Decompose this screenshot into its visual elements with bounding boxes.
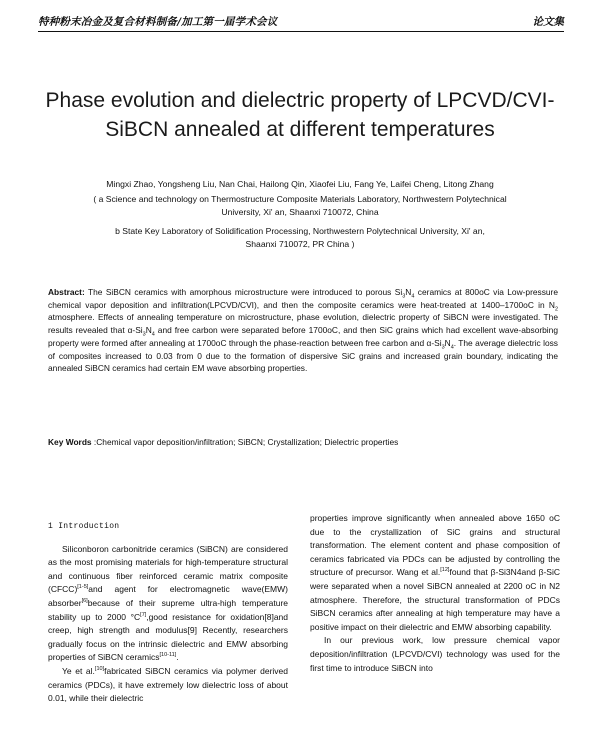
intro-p1-text-b: and agent for electromagnetic wave(EMW) absorber — [48, 584, 288, 608]
author-list: Mingxi Zhao, Yongsheng Liu, Nan Chai, Hailong Qin, Xiaofei Liu, Fang Ye, Laifei Cheng, Litong Zhang — [106, 179, 494, 189]
header-rule — [38, 31, 564, 32]
citation-ref[interactable]: [6] — [81, 598, 88, 605]
right-paragraph-1 — [310, 512, 560, 634]
right-p1-text-b: found that β-Si3N4and β-SiC were separated when a novel SiBCN annealed at 2200 oC in N2 atmosphere. Therefore, the structural transformation of PDCs SiBCN ceramics after annealing at high temperature may have a positive impact on their dielectric and EMW absorbing capability. — [310, 567, 560, 632]
right-p1-text-a: properties improve significantly when annealed above 1650 oC due to the crystallization of SiC grains and structural transformation. The element content and phase composition of ceramics fabricated via PDCs can be adjusted by controlling the structure of precursor. Wang et al. — [310, 513, 560, 578]
header-proceedings-label: 论文集 — [532, 16, 564, 28]
keywords-text: :Chemical vapor deposition/infiltration; SiBCN; Crystallization; Dielectric properties — [91, 437, 399, 447]
keywords-label: Key Words — [48, 437, 92, 447]
abstract-text-4b: N — [444, 337, 451, 348]
abstract-subscript: 3 — [441, 344, 445, 351]
abstract — [48, 286, 558, 375]
citation-ref[interactable]: [10-11] — [159, 652, 177, 659]
citation-ref[interactable]: [12] — [440, 567, 450, 574]
intro-p1-text-e: . — [176, 652, 179, 663]
intro-p1-text-a: Siliconboron carbonitride ceramics (SiBCN) are considered as the most promising materials for high-temperature structural and continuous fiber reinforced ceramic matrix composite (CFCC) — [48, 543, 288, 595]
citation-ref[interactable]: [1-5] — [77, 584, 89, 591]
header-conference-name: 特种粉末冶金及复合材料制备/加工第一届学术会议 — [38, 16, 278, 28]
intro-p2-text-a: Ye et al. — [62, 665, 95, 676]
intro-p2-text-b: fabricated SiBCN ceramics via polymer derived ceramics (PDCs), it have extremely low dielectric loss of about 0.01, while their dielectric — [48, 665, 289, 704]
intro-paragraph-1 — [48, 543, 288, 665]
abstract-subscript: 3 — [142, 331, 146, 338]
abstract-subscript: 2 — [554, 306, 558, 313]
title-line-1: Phase evolution and dielectric property of LPCVD/CVI- — [45, 89, 555, 112]
abstract-text-1b: N — [405, 287, 412, 297]
abstract-text-2: ceramics at 800oC via Low-pressure chemical vapor deposition and infiltration(LPCVD/CVI), and then the composite ceramics were heat-treated at 1400–1700oC in N — [48, 287, 559, 310]
running-header — [38, 12, 564, 32]
affiliation-a — [50, 193, 550, 218]
body-column-left — [48, 520, 288, 706]
abstract-label: Abstract: — [48, 287, 85, 297]
affiliation-a-line-2: University, Xi' an, Shaanxi 710072, China — [221, 206, 379, 217]
paper-title — [30, 86, 570, 144]
affiliation-b-line-1: b State Key Laboratory of Solidification Processing, Northwestern Polytechnical University, Xi' an, — [115, 226, 485, 236]
affiliation-b-line-2: Shaanxi 710072, PR China ) — [245, 238, 355, 249]
abstract-subscript: 4 — [411, 293, 415, 300]
abstract-text-5: . The average dielectric loss of composites increased to 0.03 from 0 due to the formation of dispersive SiC grains and increased grain boundary, indicating the annealed SiBCN ceramics had certain EM wave absorbing properties. — [48, 337, 558, 374]
abstract-text-3: atmosphere. Effects of annealing temperature on microstructure, phase evolution, dielectric property of SiBCN were investigated. The results revealed that α-Si — [48, 312, 558, 336]
abstract-text-4: and free carbon were separated before 1700oC, and then SiC grains which had excellent wave-absorbing property were formed after annealing at 1700oC through the phase-reaction between free carbon and α-Si — [48, 325, 558, 348]
abstract-text-3b: N — [145, 325, 152, 336]
citation-ref[interactable]: [10] — [94, 666, 105, 673]
abstract-subscript: 4 — [450, 344, 454, 351]
body-column-right — [310, 512, 560, 675]
keywords — [48, 436, 558, 448]
abstract-text-1: The SiBCN ceramics with amorphous microstructure were introduced to porous Si — [84, 287, 403, 297]
abstract-subscript: 3 — [402, 293, 406, 300]
intro-paragraph-2 — [48, 665, 288, 706]
affiliation-a-line-1: ( a Science and technology on Thermostructure Composite Materials Laboratory, Northwestern Polytechnical — [93, 194, 507, 204]
affiliation-b — [50, 225, 550, 250]
right-paragraph-2: In our previous work, low pressure chemical vapor deposition/infiltration (LPCVD/CVI) technology was used for the first time to introduce SiBCN into — [310, 635, 560, 673]
section-heading-introduction: 1 Introduction — [48, 522, 120, 531]
intro-p1-text-c: because of their supreme ultra-high temperature stability up to 2000 °C — [48, 597, 288, 622]
title-line-2: SiBCN annealed at different temperatures — [105, 118, 495, 141]
intro-p1-text-d: ,good resistance for oxidation[8]and creep, high strength and modulus[9] Recently, researchers gradually focus on the intrinsic dielectric and EMW absorbing properties of SiBCN ceramics — [48, 611, 289, 663]
citation-ref[interactable]: [7] — [140, 611, 147, 618]
abstract-subscript: 4 — [151, 331, 155, 338]
